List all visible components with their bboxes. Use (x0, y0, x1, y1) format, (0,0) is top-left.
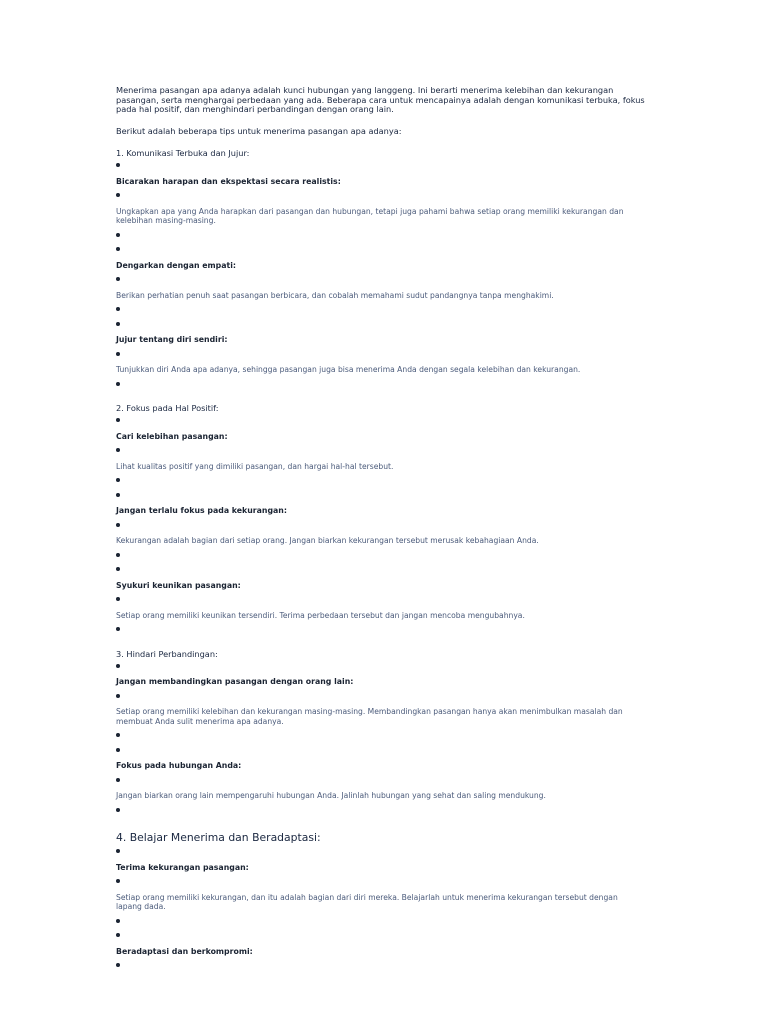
bullet-dot-icon (116, 659, 646, 674)
tip-description: Kekurangan adalah bagian dari setiap orang. Jangan biarkan kekurangan tersebut merusak kebahagiaan Anda. (116, 536, 539, 546)
bullet-dot-icon (116, 562, 646, 577)
bullet-dot-icon (116, 622, 646, 637)
lead-paragraph: Berikut adalah beberapa tips untuk menerima pasangan apa adanya: (116, 125, 402, 136)
bullet-dot-icon (116, 803, 646, 818)
bullet-dot-icon (116, 689, 646, 704)
bullet-dot-icon (116, 228, 646, 243)
tip-title: Beradaptasi dan berkompromi: (116, 946, 253, 956)
tip-description: Setiap orang memiliki keunikan tersendiri. Terima perbedaan tersebut dan jangan mencoba mengubahnya. (116, 610, 525, 620)
bullet-dot-icon (116, 958, 646, 973)
bullet-dot-icon (116, 188, 646, 203)
tip-description: Lihat kualitas positif yang dimiliki pasangan, dan hargai hal-hal tersebut. (116, 461, 394, 471)
bullet-dot-icon (116, 518, 646, 533)
document-body (116, 86, 646, 973)
bullet-dot-icon (116, 377, 646, 392)
tip-description: Setiap orang memiliki kelebihan dan kekurangan masing-masing. Membandingkan pasangan hanya akan menimbulkan masalah dan membuat Anda sulit menerima apa adanya. (116, 707, 623, 726)
bullet-dot-icon (116, 743, 646, 758)
tip-description: Berikan perhatian penuh saat pasangan berbicara, dan cobalah memahami sudut pandangnya tanpa menghakimi. (116, 290, 554, 300)
bullet-dot-icon (116, 874, 646, 889)
tip-title: Dengarkan dengan empati: (116, 260, 237, 270)
tip-title: Syukuri keunikan pasangan: (116, 580, 241, 590)
tip-title: Cari kelebihan pasangan: (116, 431, 228, 441)
tip-title: Jujur tentang diri sendiri: (116, 335, 228, 345)
tip-description: Ungkapkan apa yang Anda harapkan dari pasangan dan hubungan, tetapi juga pahami bahwa setiap orang memiliki kekurangan dan kelebihan masing-masing. (116, 206, 624, 226)
section-heading: 1. Komunikasi Terbuka dan Jujur: (116, 148, 250, 159)
tips-section (116, 148, 646, 391)
bullet-dot-icon (116, 773, 646, 788)
bullet-dot-icon (116, 347, 646, 362)
tip-title: Fokus pada hubungan Anda: (116, 761, 242, 771)
tip-title: Terima kekurangan pasangan: (116, 862, 249, 872)
bullet-dot-icon (116, 413, 646, 428)
bullet-dot-icon (116, 592, 646, 607)
tip-description: Tunjukkan diri Anda apa adanya, sehingga pasangan juga bisa menerima Anda dengan segala kelebihan dan kekurangan. (116, 365, 581, 375)
bullet-dot-icon (116, 914, 646, 929)
intro-paragraph: Menerima pasangan apa adanya adalah kunci hubungan yang langgeng. Ini berarti menerima kelebihan dan kekurangan pasangan, serta menghargai perbedaan yang ada. Beberapa cara untuk mencapainya adalah dengan komunikasi terbuka, fokus pada hal positif, dan menghindari perbandingan dengan orang lain. (116, 85, 645, 115)
tip-title: Bicarakan harapan dan ekspektasi secara realistis: (116, 176, 341, 186)
tip-title: Jangan membandingkan pasangan dengan orang lain: (116, 677, 354, 687)
tip-description: Jangan biarkan orang lain mempengaruhi hubungan Anda. Jalinlah hubungan yang sehat dan saling mendukung. (116, 791, 546, 801)
section-heading: 4. Belajar Menerima dan Beradaptasi: (116, 831, 321, 845)
tips-section (116, 831, 646, 973)
tips-sections (116, 148, 646, 973)
bullet-dot-icon (116, 473, 646, 488)
tips-section (116, 649, 646, 818)
tip-description: Setiap orang memiliki kekurangan, dan itu adalah bagian dari diri mereka. Belajarlah untuk menerima kekurangan tersebut dengan lapang dada. (116, 892, 618, 912)
bullet-dot-icon (116, 928, 646, 943)
bullet-dot-icon (116, 443, 646, 458)
bullet-dot-icon (116, 548, 646, 563)
bullet-dot-icon (116, 844, 646, 859)
tips-section (116, 403, 646, 637)
bullet-dot-icon (116, 488, 646, 503)
section-heading: 3. Hindari Perbandingan: (116, 648, 218, 659)
bullet-dot-icon (116, 242, 646, 257)
tip-title: Jangan terlalu fokus pada kekurangan: (116, 506, 287, 516)
bullet-dot-icon (116, 317, 646, 332)
bullet-dot-icon (116, 158, 646, 173)
section-heading: 2. Fokus pada Hal Positif: (116, 403, 219, 414)
bullet-dot-icon (116, 302, 646, 317)
bullet-dot-icon (116, 728, 646, 743)
bullet-dot-icon (116, 272, 646, 287)
